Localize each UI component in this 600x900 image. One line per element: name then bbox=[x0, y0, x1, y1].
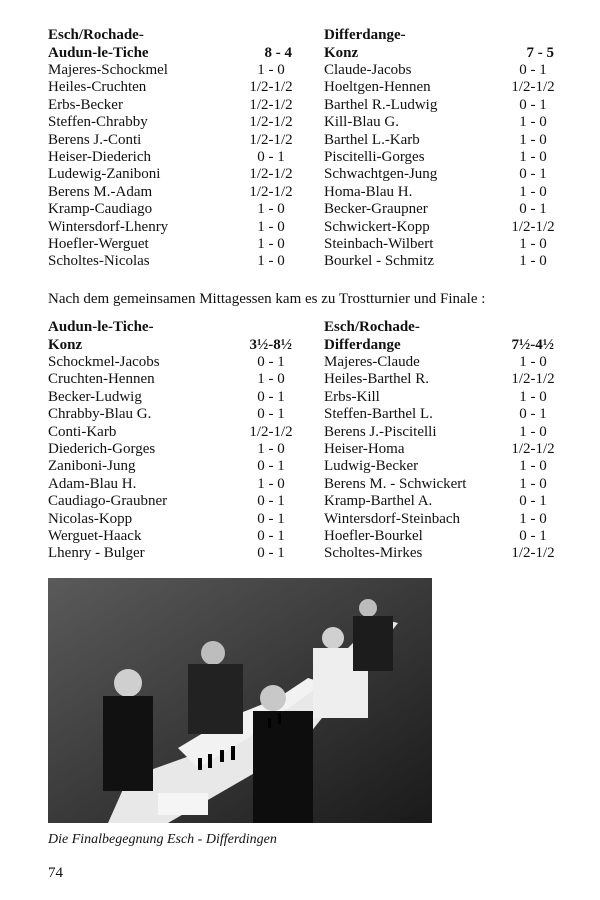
game-result: 0 - 1 bbox=[257, 406, 285, 423]
game-result: 1/2-1/2 bbox=[511, 441, 555, 458]
pairing: Bourkel - Schmitz bbox=[324, 253, 434, 270]
pairing: Caudiago-Graubner bbox=[48, 493, 168, 510]
pairing: Majeres-Schockmel bbox=[48, 62, 168, 78]
result-row bbox=[48, 253, 298, 270]
pairing: Chrabby-Blau G. bbox=[48, 406, 152, 423]
pairing: Ludewig-Zaniboni bbox=[48, 166, 161, 183]
pairing: Barthel R.-Ludwig bbox=[324, 96, 438, 113]
match-score: 8 - 4 bbox=[264, 45, 292, 61]
result-row bbox=[48, 528, 298, 545]
result-row bbox=[48, 79, 298, 96]
pairing: Steffen-Barthel L. bbox=[324, 406, 433, 423]
pairing: Hoefler-Werguet bbox=[48, 236, 149, 253]
pairing: Scholtes-Nicolas bbox=[48, 253, 150, 270]
tournament-photo bbox=[48, 578, 432, 823]
result-row bbox=[48, 354, 298, 371]
result-row bbox=[48, 406, 298, 423]
pairing: Zaniboni-Jung bbox=[48, 458, 136, 475]
pairing: Heiles-Barthel R. bbox=[324, 371, 429, 388]
result-row bbox=[324, 62, 560, 79]
game-result: 0 - 1 bbox=[257, 149, 285, 166]
game-result: 0 - 1 bbox=[519, 62, 547, 78]
pairing: Diederich-Gorges bbox=[48, 441, 156, 458]
result-row bbox=[324, 166, 560, 183]
match-score: 7 - 5 bbox=[526, 45, 554, 61]
game-result: 1 - 0 bbox=[257, 62, 285, 78]
result-row bbox=[48, 493, 298, 510]
page-number: 74 bbox=[48, 865, 63, 881]
pairing: Schockmel-Jacobs bbox=[48, 354, 160, 370]
result-row bbox=[324, 236, 560, 253]
result-row bbox=[48, 389, 298, 406]
game-result: 1 - 0 bbox=[519, 253, 547, 270]
game-result: 1 - 0 bbox=[519, 388, 547, 405]
result-row bbox=[324, 528, 560, 545]
pairing: Scholtes-Mirkes bbox=[324, 545, 423, 562]
pairing: Schwachtgen-Jung bbox=[324, 166, 438, 183]
pairing: Hoeltgen-Hennen bbox=[324, 79, 431, 96]
result-row bbox=[324, 458, 560, 475]
result-row bbox=[48, 424, 298, 441]
game-result: 1 - 0 bbox=[257, 371, 285, 388]
result-row bbox=[48, 236, 298, 253]
game-result: 0 - 1 bbox=[257, 528, 285, 545]
pairing: Becker-Ludwig bbox=[48, 388, 142, 405]
result-row bbox=[48, 62, 298, 79]
game-result: 0 - 1 bbox=[257, 458, 285, 475]
game-result: 1/2-1/2 bbox=[511, 371, 555, 388]
result-row bbox=[48, 184, 298, 201]
result-row bbox=[324, 389, 560, 406]
game-result: 0 - 1 bbox=[519, 493, 547, 510]
pairing: Adam-Blau H. bbox=[48, 475, 137, 492]
game-result: 0 - 1 bbox=[257, 354, 285, 370]
match-title: Audun-le-Tiche- Konz bbox=[48, 319, 154, 353]
game-result: 1 - 0 bbox=[257, 475, 285, 492]
result-row bbox=[324, 545, 560, 562]
result-row bbox=[324, 511, 560, 528]
result-row bbox=[324, 114, 560, 131]
pairing: Berens J.-Piscitelli bbox=[324, 423, 437, 440]
pairing: Ludwig-Becker bbox=[324, 458, 419, 475]
result-row bbox=[48, 441, 298, 458]
game-result: 1/2-1/2 bbox=[249, 423, 293, 440]
game-result: 1 - 0 bbox=[519, 183, 547, 200]
result-row bbox=[48, 97, 298, 114]
result-row bbox=[48, 371, 298, 388]
result-row bbox=[324, 201, 560, 218]
game-result: 1 - 0 bbox=[519, 423, 547, 440]
pairing: Majeres-Claude bbox=[324, 354, 420, 370]
result-row bbox=[48, 511, 298, 528]
match-header bbox=[324, 26, 560, 62]
results-list bbox=[324, 62, 560, 271]
game-result: 1 - 0 bbox=[519, 510, 547, 527]
game-result: 1 - 0 bbox=[519, 458, 547, 475]
game-result: 1/2-1/2 bbox=[249, 183, 293, 200]
game-result: 0 - 1 bbox=[519, 201, 547, 218]
game-result: 1/2-1/2 bbox=[249, 131, 293, 148]
pairing: Kill-Blau G. bbox=[324, 114, 399, 131]
match-score: 7½-4½ bbox=[511, 337, 554, 353]
pairing: Lhenry - Bulger bbox=[48, 545, 145, 562]
pairing: Kramp-Barthel A. bbox=[324, 493, 433, 510]
game-result: 0 - 1 bbox=[519, 96, 547, 113]
game-result: 0 - 1 bbox=[257, 510, 285, 527]
result-row bbox=[324, 97, 560, 114]
result-row bbox=[324, 219, 560, 236]
pairing: Werguet-Haack bbox=[48, 528, 142, 545]
game-result: 0 - 1 bbox=[519, 166, 547, 183]
match-header bbox=[48, 26, 298, 62]
game-result: 1/2-1/2 bbox=[249, 96, 293, 113]
game-result: 1 - 0 bbox=[257, 236, 285, 253]
result-row bbox=[48, 166, 298, 183]
result-row bbox=[48, 458, 298, 475]
result-row bbox=[48, 114, 298, 131]
pairing: Kramp-Caudiago bbox=[48, 201, 153, 218]
game-result: 0 - 1 bbox=[519, 528, 547, 545]
game-result: 1 - 0 bbox=[257, 201, 285, 218]
result-row bbox=[48, 219, 298, 236]
game-result: 1 - 0 bbox=[519, 149, 547, 166]
pairing: Cruchten-Hennen bbox=[48, 371, 155, 388]
game-result: 1 - 0 bbox=[519, 114, 547, 131]
pairing: Heiser-Homa bbox=[324, 441, 405, 458]
results-list bbox=[324, 354, 560, 563]
pairing: Claude-Jacobs bbox=[324, 62, 412, 78]
pairing: Heiles-Cruchten bbox=[48, 79, 147, 96]
pairing: Steinbach-Wilbert bbox=[324, 236, 434, 253]
match-header bbox=[48, 318, 298, 354]
results-list bbox=[48, 62, 298, 271]
result-row bbox=[48, 476, 298, 493]
game-result: 1/2-1/2 bbox=[511, 545, 555, 562]
result-row bbox=[324, 493, 560, 510]
intro-sentence: Nach dem gemeinsamen Mittagessen kam es zu Trostturnier und Finale : bbox=[48, 291, 486, 307]
pairing: Becker-Graupner bbox=[324, 201, 428, 218]
result-row bbox=[324, 424, 560, 441]
game-result: 1/2-1/2 bbox=[511, 218, 555, 235]
match-title: Esch/Rochade- Audun-le-Tiche bbox=[48, 27, 149, 61]
result-row bbox=[324, 184, 560, 201]
pairing: Heiser-Diederich bbox=[48, 149, 151, 166]
game-result: 0 - 1 bbox=[257, 388, 285, 405]
result-row bbox=[48, 201, 298, 218]
pairing: Barthel L.-Karb bbox=[324, 131, 420, 148]
match-differdange-konz bbox=[324, 26, 560, 271]
pairing: Berens M.-Adam bbox=[48, 183, 153, 200]
game-result: 1 - 0 bbox=[257, 253, 285, 270]
pairing: Erbs-Kill bbox=[324, 388, 380, 405]
pairing: Conti-Karb bbox=[48, 423, 117, 440]
pairing: Schwickert-Kopp bbox=[324, 218, 430, 235]
game-result: 0 - 1 bbox=[257, 545, 285, 562]
result-row bbox=[324, 253, 560, 270]
match-audun-konz bbox=[48, 318, 298, 563]
game-result: 1 - 0 bbox=[519, 354, 547, 370]
result-row bbox=[48, 132, 298, 149]
pairing: Wintersdorf-Steinbach bbox=[324, 510, 461, 527]
pairing: Nicolas-Kopp bbox=[48, 510, 133, 527]
game-result: 1 - 0 bbox=[519, 236, 547, 253]
result-row bbox=[48, 149, 298, 166]
match-title: Esch/Rochade- Differdange bbox=[324, 319, 420, 353]
game-result: 1/2-1/2 bbox=[249, 166, 293, 183]
result-row bbox=[324, 406, 560, 423]
game-result: 0 - 1 bbox=[257, 493, 285, 510]
match-esch-differdange bbox=[324, 318, 560, 563]
game-result: 1 - 0 bbox=[257, 441, 285, 458]
results-list bbox=[48, 354, 298, 563]
game-result: 1/2-1/2 bbox=[249, 79, 293, 96]
pairing: Steffen-Chrabby bbox=[48, 114, 148, 131]
pairing: Piscitelli-Gorges bbox=[324, 149, 425, 166]
result-row bbox=[324, 149, 560, 166]
pairing: Berens J.-Conti bbox=[48, 131, 142, 148]
result-row bbox=[324, 441, 560, 458]
game-result: 1/2-1/2 bbox=[511, 79, 555, 96]
pairing: Berens M. - Schwickert bbox=[324, 475, 467, 492]
result-row bbox=[324, 354, 560, 371]
photo-caption: Die Finalbegegnung Esch - Differdingen bbox=[48, 832, 277, 847]
result-row bbox=[324, 132, 560, 149]
game-result: 0 - 1 bbox=[519, 406, 547, 423]
result-row bbox=[324, 476, 560, 493]
pairing: Wintersdorf-Lhenry bbox=[48, 218, 169, 235]
result-row bbox=[324, 79, 560, 96]
match-header bbox=[324, 318, 560, 354]
result-row bbox=[48, 545, 298, 562]
game-result: 1/2-1/2 bbox=[249, 114, 293, 131]
match-title: Differdange- Konz bbox=[324, 27, 406, 61]
game-result: 1 - 0 bbox=[519, 131, 547, 148]
pairing: Hoefler-Bourkel bbox=[324, 528, 423, 545]
result-row bbox=[324, 371, 560, 388]
pairing: Homa-Blau H. bbox=[324, 183, 413, 200]
match-esch-audun bbox=[48, 26, 298, 271]
match-score: 3½-8½ bbox=[249, 337, 292, 353]
pairing: Erbs-Becker bbox=[48, 96, 123, 113]
game-result: 1 - 0 bbox=[519, 475, 547, 492]
game-result: 1 - 0 bbox=[257, 218, 285, 235]
